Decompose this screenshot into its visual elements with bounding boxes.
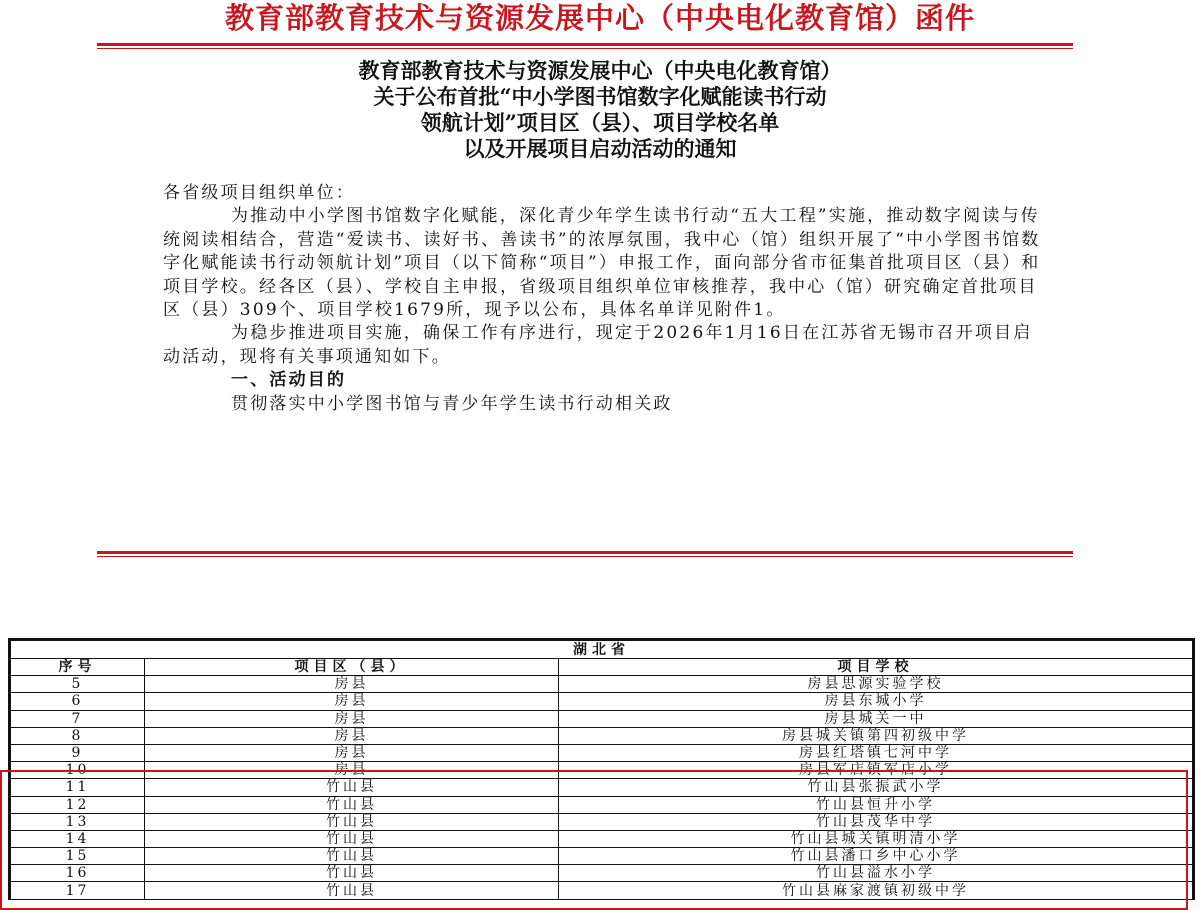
letterhead-divider (97, 43, 1073, 49)
row-number: 7 (11, 710, 145, 727)
row-number: 9 (11, 744, 145, 761)
row-school: 房县城关镇第四初级中学 (559, 727, 1193, 744)
row-school: 竹山县溢水小学 (559, 865, 1193, 882)
row-school: 房县红塔镇七河中学 (559, 744, 1193, 761)
table-row (11, 676, 1193, 693)
row-school: 竹山县张振武小学 (559, 779, 1193, 796)
row-district: 房县 (145, 693, 559, 710)
column-header-district: 项目区（县） (145, 659, 559, 676)
row-school: 竹山县城关镇明清小学 (559, 830, 1193, 847)
row-district: 房县 (145, 727, 559, 744)
page-footer-divider (97, 551, 1073, 557)
row-number: 6 (11, 693, 145, 710)
notice-body (163, 182, 1043, 416)
row-school: 竹山县茂华中学 (559, 813, 1193, 830)
row-district: 竹山县 (145, 865, 559, 882)
table-row (11, 710, 1193, 727)
paragraph-2: 为稳步推进项目实施，确保工作有序进行，现定于2026年1月16日在江苏省无锡市召开项目启动活动，现将有关事项通知如下。 (163, 323, 1033, 367)
row-district: 竹山县 (145, 848, 559, 865)
section-1-heading: 一、活动目的 (231, 370, 347, 391)
row-number: 13 (11, 813, 145, 830)
row-school: 竹山县恒升小学 (559, 796, 1193, 813)
table-row (11, 796, 1193, 813)
table-body (11, 676, 1193, 899)
row-district: 竹山县 (145, 796, 559, 813)
row-district: 房县 (145, 744, 559, 761)
row-district: 竹山县 (145, 830, 559, 847)
notice-title (100, 58, 1100, 162)
row-number: 11 (11, 779, 145, 796)
table-row (11, 882, 1193, 899)
table-row (11, 762, 1193, 779)
row-district: 房县 (145, 710, 559, 727)
table-row (11, 693, 1193, 710)
row-number: 14 (11, 830, 145, 847)
row-school: 房县军店镇军店小学 (559, 762, 1193, 779)
column-header-school: 项目学校 (559, 659, 1193, 676)
table-row (11, 830, 1193, 847)
row-number: 12 (11, 796, 145, 813)
column-header-number: 序号 (11, 659, 145, 676)
table-row (11, 813, 1193, 830)
row-district: 竹山县 (145, 779, 559, 796)
notice-title-line: 以及开展项目启动活动的通知 (463, 136, 737, 161)
row-district: 竹山县 (145, 813, 559, 830)
table-row (11, 744, 1193, 761)
table-row (11, 848, 1193, 865)
row-school: 竹山县麻家渡镇初级中学 (559, 882, 1193, 899)
row-number: 16 (11, 865, 145, 882)
row-school: 房县城关一中 (559, 710, 1193, 727)
school-list-table (8, 638, 1195, 900)
salutation: 各省级项目组织单位： (163, 183, 355, 203)
province-header: 湖北省 (11, 641, 1193, 659)
notice-title-line: 关于公布首批“中小学图书馆数字化赋能读书行动 (373, 84, 827, 109)
row-district: 房县 (145, 676, 559, 693)
row-district: 房县 (145, 762, 559, 779)
notice-title-line: 领航计划”项目区（县）、项目学校名单 (420, 110, 780, 135)
row-school: 竹山县潘口乡中心小学 (559, 848, 1193, 865)
row-number: 15 (11, 848, 145, 865)
row-school: 房县思源实验学校 (559, 676, 1193, 693)
table-row (11, 779, 1193, 796)
notice-title-line: 教育部教育技术与资源发展中心（中央电化教育馆） (358, 58, 842, 83)
table-row (11, 865, 1193, 882)
row-number: 10 (11, 762, 145, 779)
letterhead-title: 教育部教育技术与资源发展中心（中央电化教育馆）函件 (224, 1, 975, 35)
row-number: 5 (11, 676, 145, 693)
row-number: 17 (11, 882, 145, 899)
row-district: 竹山县 (145, 882, 559, 899)
paragraph-1: 为推动中小学图书馆数字化赋能，深化青少年学生读书行动“五大工程”实施，推动数字阅读与传统阅读相结合，营造“爱读书、读好书、善读书”的浓厚氛围，我中心（馆）组织开展了“中小学图书馆数字化赋能读书行动领航计划”项目（以下简称“项目”）申报工作，面向部分省市征集首批项目区（县）和项目学校。经各区（县）、学校自主申报，省级项目组织单位审核推荐，我中心（馆）研究确定首批项目区（县）309个、项目学校1679所，现予以公布，具体名单详见附件1。 (163, 206, 1041, 321)
section-1-text: 贯彻落实中小学图书馆与青少年学生读书行动相关政 (231, 393, 673, 414)
row-school: 房县东城小学 (559, 693, 1193, 710)
row-number: 8 (11, 727, 145, 744)
table-row (11, 727, 1193, 744)
